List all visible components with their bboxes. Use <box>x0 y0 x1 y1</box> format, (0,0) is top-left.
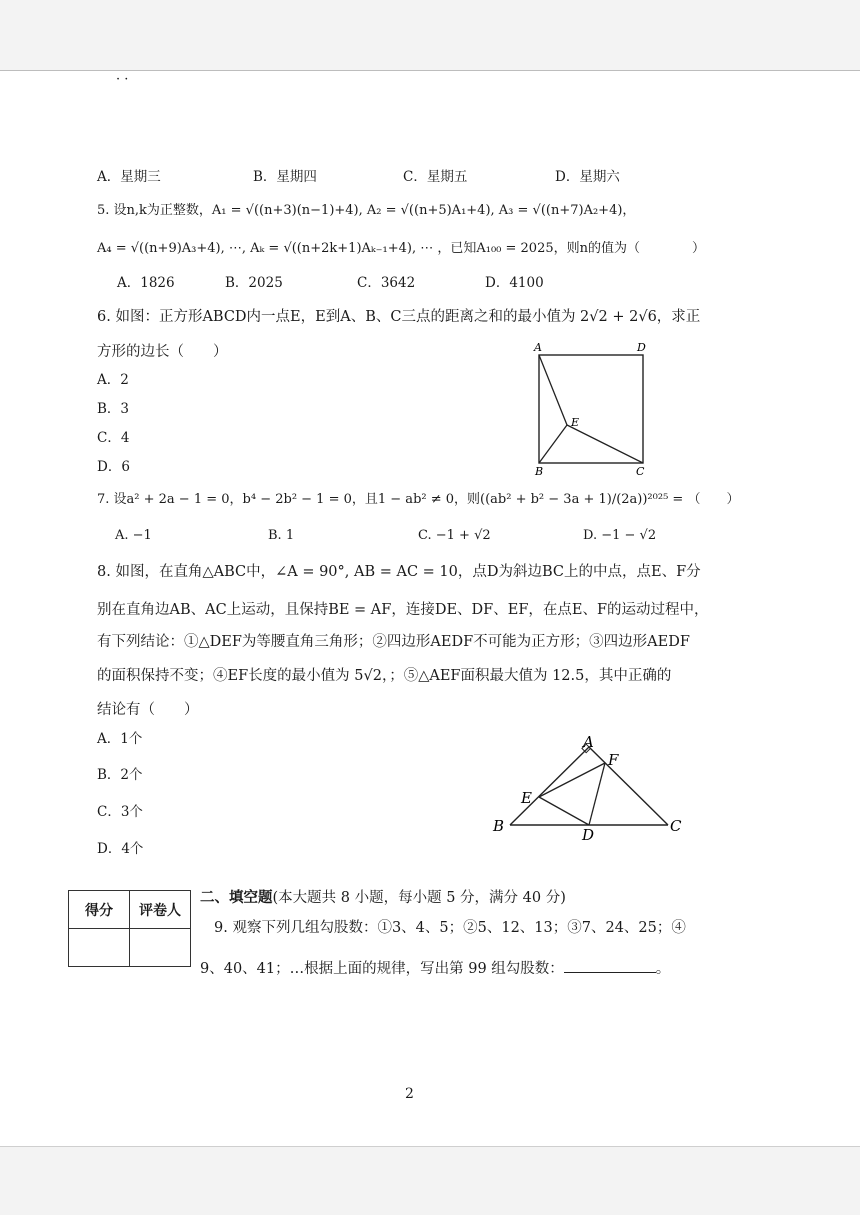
grader-header: 评卷人 <box>130 891 191 929</box>
q8-option-a: A．1个 <box>97 731 143 747</box>
q5-option-a: A．1826 <box>117 275 175 291</box>
score-header: 得分 <box>69 891 130 929</box>
q8-line-3: 有下列结论：①△DEF为等腰直角三角形；②四边形AEDF不可能为正方形；③四边形AEDF <box>97 634 690 650</box>
score-table <box>68 890 191 967</box>
q8-line-2: 别在直角边AB、AC上运动，且保持BE = AF，连接DE、DF、EF，在点E、F的运动过程中， <box>97 602 709 618</box>
q9-line-2-wrap <box>200 958 670 979</box>
q4-option-b: B．星期四 <box>253 169 317 185</box>
q6-label-e: E <box>571 416 580 429</box>
q7-line-1: 7. 设a² + 2a − 1 = 0，b⁴ − 2b² − 1 = 0，且1 − ab² ≠ 0，则((ab² + b² − 3a + 1)/(2a))²⁰²⁵ = （ ） <box>97 492 740 507</box>
q8-line-4: 的面积保持不变；④EF长度的最小值为 5√2，；⑤△AEF面积最大值为 12.5，其中正确的 <box>97 668 672 684</box>
q4-option-d: D．星期六 <box>555 169 620 185</box>
q4-option-c: C．星期五 <box>403 169 468 185</box>
q8-label-b: B <box>493 817 505 835</box>
page-number: 2 <box>405 1086 414 1102</box>
q9-answer-blank[interactable] <box>564 958 656 973</box>
q4-option-a: A．星期三 <box>97 169 161 185</box>
q6-option-c: C．4 <box>97 430 130 446</box>
q6-square-figure <box>528 338 658 480</box>
q6-line-1: 6. 如图：正方形ABCD内一点E，E到A、B、C三点的距离之和的最小值为 2√2 + 2√6，求正 <box>97 309 701 325</box>
q8-triangle-figure <box>488 730 688 842</box>
q8-label-f: F <box>608 751 619 769</box>
q6-label-c: C <box>636 465 645 478</box>
q5-option-d: D．4100 <box>485 275 544 291</box>
q8-label-e: E <box>521 789 532 807</box>
q9-line-1: 9. 观察下列几组勾股数：①3、4、5；②5、12、13；③7、24、25；④ <box>214 920 686 936</box>
section-2-note: (本大题共 8 小题，每小题 5 分，满分 40 分) <box>272 890 566 906</box>
q6-option-d: D．6 <box>97 459 130 475</box>
q7-option-a: A. −1 <box>115 528 152 543</box>
q8-label-a: A <box>583 733 594 751</box>
section-2-heading: 二、填空题 <box>200 889 273 906</box>
section-2-title <box>200 888 566 908</box>
q5-line-1: 5. 设n,k为正整数，A₁ = √((n+3)(n−1)+4), A₂ = √((n+5)A₁+4), A₃ = √((n+7)A₂+4)， <box>97 203 636 218</box>
q6-label-b: B <box>535 465 544 478</box>
q7-option-c: C. −1 + √2 <box>418 528 491 543</box>
q6-option-b: B．3 <box>97 401 130 417</box>
q6-option-a: A．2 <box>97 372 129 388</box>
score-cell <box>69 929 130 967</box>
q8-option-d: D．4个 <box>97 841 144 857</box>
q6-line-2: 方形的边长（ ） <box>97 344 228 360</box>
q8-label-c: C <box>670 817 682 835</box>
q8-line-5: 结论有（ ） <box>97 702 199 718</box>
q9-line-2: 9、40、41；…根据上面的规律，写出第 99 组勾股数： <box>200 961 564 977</box>
q5-line-2: A₄ = √((n+9)A₃+4), ⋯, Aₖ = √((n+2k+1)Aₖ₋₁+4), ⋯ ，已知A₁₀₀ = 2025，则n的值为（ ） <box>97 241 705 256</box>
q8-option-c: C．3个 <box>97 804 143 820</box>
grader-cell <box>130 929 191 967</box>
q8-option-b: B．2个 <box>97 767 143 783</box>
q8-line-1: 8. 如图，在直角△ABC中，∠A = 90°, AB = AC = 10，点D为斜边BC上的中点，点E、F分 <box>97 564 701 580</box>
q8-label-d: D <box>582 826 595 842</box>
q7-option-b: B. 1 <box>268 528 295 543</box>
header-marks: · · <box>116 72 129 87</box>
q9-end: 。 <box>655 961 671 977</box>
q6-label-d: D <box>637 341 646 354</box>
q5-option-c: C．3642 <box>357 275 416 291</box>
q5-option-b: B．2025 <box>225 275 283 291</box>
q7-option-d: D. −1 − √2 <box>583 528 657 543</box>
q6-label-a: A <box>534 341 542 354</box>
